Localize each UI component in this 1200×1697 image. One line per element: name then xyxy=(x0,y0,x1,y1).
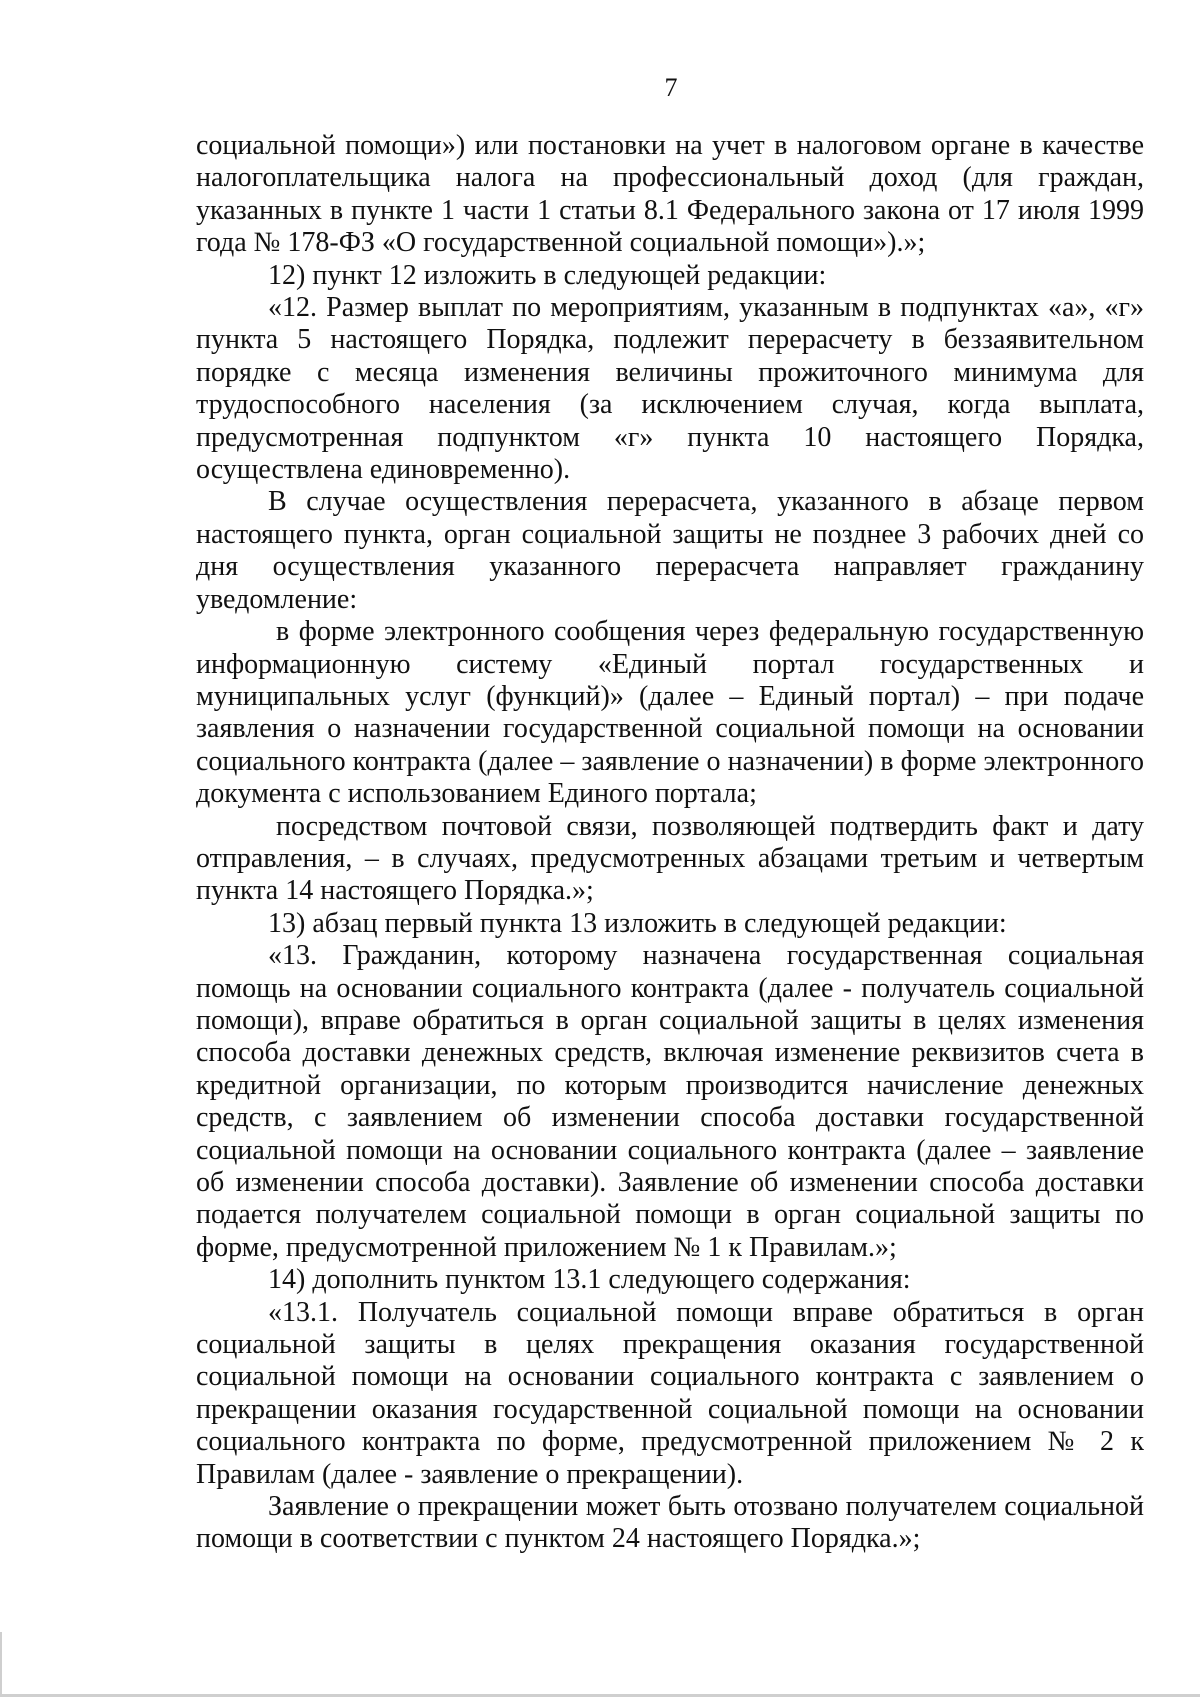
paragraph-item-14: 14) дополнить пунктом 13.1 следующего содержания: xyxy=(268,1264,911,1296)
paragraph-postal-notice: посредством почтовой связи, позволяющей подтвердить факт и дату отправления, – в случаях, предусмотренных абзацами третьим и четвертым пункта 14 настоящего Порядка.»; xyxy=(196,810,1144,907)
scan-left-edge xyxy=(0,1632,2,1697)
paragraph-point-13-1-text: «13.1. Получатель социальной помощи вправе обратиться в орган социальной защиты в целях прекращения оказания государственной социальной помощи на основании социального контракта с заявлением о прекращении оказания государственной социальной помощи на основании социального контракта по форме, предусмотренной приложением № 2 к Правилам (далее - заявление о прекращении). xyxy=(196,1296,1144,1490)
paragraph-continuation: социальной помощи») или постановки на учет в налоговом органе в качестве налогоплательщика налога на профессиональный доход (для граждан, указанных в пункте 1 части 1 статьи 8.1 Федерального закона от 17 июля 1999 года № 178-ФЗ «О государственной социальной помощи»).»; xyxy=(196,130,1144,259)
page-number: 7 xyxy=(664,73,678,102)
paragraph-electronic-notice: в форме электронного сообщения через федеральную государственную информационную систему «Единый портал государственных и муниципальных услуг (функций)» (далее – Единый портал) – при подаче заявления о назначении государственной социальной помощи на основании социального контракта (далее – заявление о назначении) в форме электронного документа с использованием Единого портала; xyxy=(196,616,1144,810)
paragraph-item-13: 13) абзац первый пункта 13 изложить в следующей редакции: xyxy=(268,907,1007,939)
paragraph-point-12-text: «12. Размер выплат по мероприятиям, указанным в подпунктах «а», «г» пункта 5 настоящего Порядка, подлежит перерасчету в беззаявительном порядке с месяца изменения величины прожиточного минимума для трудоспособного населения (за исключением случая, когда выплата, предусмотренная подпунктом «г» пункта 10 настоящего Порядка, осуществлена единовременно). xyxy=(196,292,1144,486)
document-body xyxy=(196,130,1144,1556)
paragraph-recalculation-notice: В случае осуществления перерасчета, указанного в абзаце первом настоящего пункта, орган социальной защиты не позднее 3 рабочих дней со дня осуществления указанного перерасчета направляет гражданину уведомление: xyxy=(196,486,1144,615)
paragraph-item-12: 12) пункт 12 изложить в следующей редакции: xyxy=(268,259,827,291)
paragraph-withdrawal: Заявление о прекращении может быть отозвано получателем социальной помощи в соответствии с пунктом 24 настоящего Порядка.»; xyxy=(196,1491,1144,1555)
paragraph-point-13-text: «13. Гражданин, которому назначена государственная социальная помощь на основании социального контракта (далее - получатель социальной помощи), вправе обратиться в орган социальной защиты в целях изменения способа доставки денежных средств, включая изменение реквизитов счета в кредитной организации, по которым производится начисление денежных средств, с заявлением об изменении способа доставки государственной социальной помощи на основании социального контракта (далее – заявление об изменении способа доставки). Заявление об изменении способа доставки подается получателем социальной помощи в орган социальной защиты по форме, предусмотренной приложением № 1 к Правилам.»; xyxy=(196,940,1144,1263)
